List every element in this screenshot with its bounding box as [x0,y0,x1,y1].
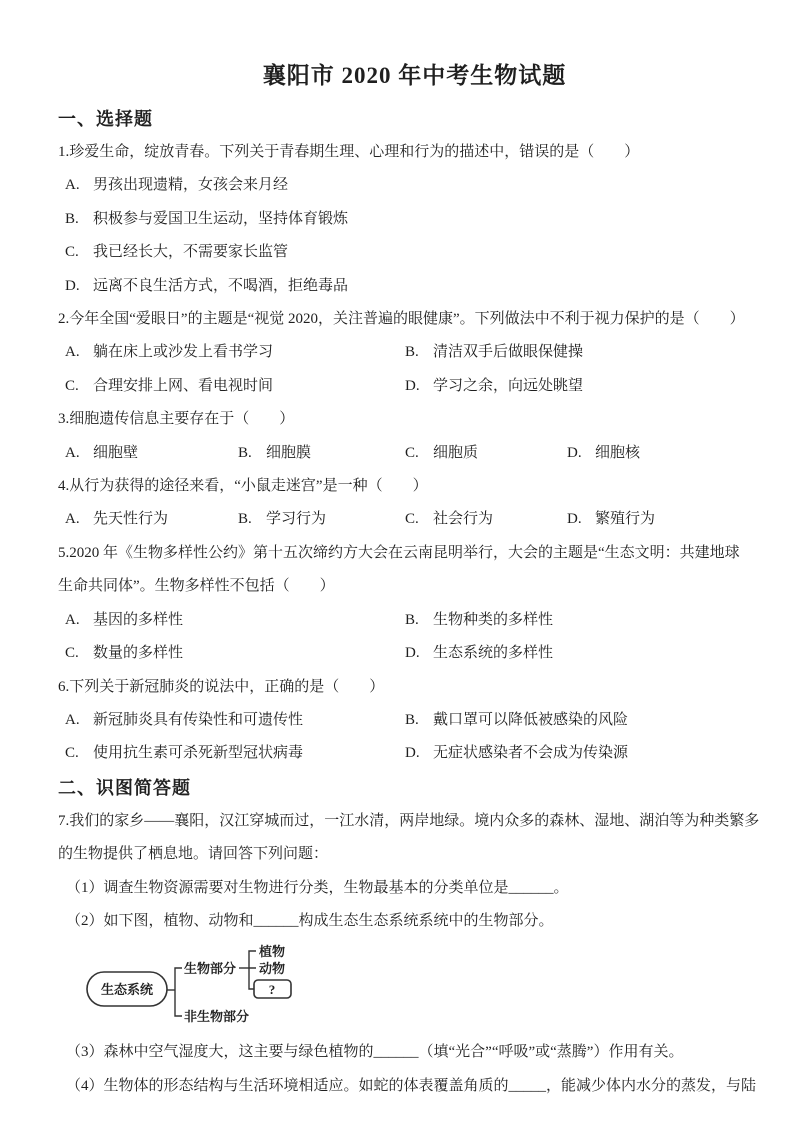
question-5-option-b [405,604,553,637]
question-3-option-b [238,437,405,470]
option-text: 基因的多样性 [93,611,184,628]
question-7-text-line-2: 的生物提供了栖息地。请回答下列问题： [58,846,329,863]
question-5-option-a [65,604,405,637]
option-label: B. [238,444,252,461]
question-3-option-d [567,437,640,470]
question-3-option-a [65,437,238,470]
ecosystem-diagram [83,942,771,1034]
question-7-part-2: （2）如下图，植物、动物和______构成生态生态系统系统中的生物部分。 [66,912,554,929]
question-5-options-row-1 [58,604,771,637]
question-4-option-d [567,503,655,536]
abiotic-part-label: 非生物部分 [184,1009,250,1025]
option-label: D. [65,277,80,294]
option-label: A. [65,611,80,628]
unknown-answer-label: ? [268,982,276,998]
option-text: 生态系统的多样性 [433,645,554,662]
option-label: C. [405,511,419,528]
ecosystem-diagram-svg [83,942,301,1034]
question-1-text: 1.珍爱生命，绽放青春。下列关于青春期生理、心理和行为的描述中，错误的是（ ） [58,144,640,160]
option-text: 无症状感染者不会成为传染源 [433,745,629,762]
question-7-part-1: （1）调查生物资源需要对生物进行分类，生物最基本的分类单位是______。 [66,879,569,896]
ecosystem-root-label: 生态系统 [100,982,154,998]
question-2-option-c [65,370,405,403]
plant-label: 植物 [259,944,286,960]
option-text: 繁殖行为 [595,511,656,528]
option-text: 先天性行为 [93,511,169,528]
question-3-text: 3.细胞遗传信息主要存在于（ ） [58,411,295,428]
option-text: 新冠肺炎具有传染性和可遗传性 [93,711,304,728]
option-label: C. [65,377,79,394]
biotic-part-label: 生物部分 [184,961,237,977]
question-6-option-d [405,737,628,770]
option-label: A. [65,444,80,461]
question-2-option-b [405,336,583,369]
option-text: 社会行为 [433,511,494,528]
option-text: 细胞质 [433,444,479,461]
question-4-options-row [58,503,771,536]
question-6-option-b [405,704,628,737]
option-text: 戴口罩可以降低被感染的风险 [433,711,629,728]
question-2-options-row-2 [58,370,771,403]
section-heading-diagram-qa: 二、识图简答题 [58,777,191,798]
bracket-level-2 [249,951,256,989]
option-label: C. [65,645,79,662]
question-3-options-row [58,437,771,470]
option-text: 细胞壁 [93,444,139,461]
question-6-options-row-2 [58,737,771,770]
question-4 [58,470,771,537]
question-1-option-a [65,169,771,202]
question-3 [58,403,771,470]
animal-label: 动物 [259,961,286,977]
option-label: B. [65,210,79,227]
option-label: B. [405,611,419,628]
option-label: B. [238,511,252,528]
option-label: B. [405,344,419,361]
option-text: 学习之余，向远处眺望 [433,377,584,394]
question-1-option-c [65,236,771,269]
option-text: 男孩出现遗精，女孩会来月经 [93,177,289,194]
question-5-options-row-2 [58,637,771,670]
option-text: 使用抗生素可杀死新型冠状病毒 [93,745,304,762]
question-1-option-d [65,270,771,303]
question-2-option-d [405,370,583,403]
question-1-option-b [65,203,771,236]
question-2-option-a [65,336,405,369]
option-label: C. [405,444,419,461]
option-label: A. [65,511,80,528]
option-label: D. [405,645,420,662]
question-2 [58,303,771,403]
bracket-level-1 [175,968,182,1016]
option-label: A. [65,344,80,361]
question-7-part-3: （3）森林中空气湿度大，这主要与绿色植物的______（填“光合”“呼吸”或“蒸腾”）作用有关。 [66,1044,684,1061]
option-text: 积极参与爱国卫生运动，坚持体育锻炼 [93,210,349,227]
question-4-option-b [238,503,405,536]
option-label: D. [405,745,420,762]
option-text: 学习行为 [266,511,327,528]
question-4-option-a [65,503,238,536]
question-4-text: 4.从行为获得的途径来看，“小鼠走迷宫”是一种（ ） [58,478,428,495]
question-2-options-row-1 [58,336,771,369]
page-title: 襄阳市 2020 年中考生物试题 [262,63,567,88]
question-5-option-c [65,637,405,670]
option-label: B. [405,711,419,728]
question-4-option-c [405,503,567,536]
question-3-option-c [405,437,567,470]
option-label: A. [65,177,80,194]
option-text: 我已经长大，不需要家长监管 [93,244,289,261]
question-6-option-a [65,704,405,737]
option-text: 远离不良生活方式，不喝酒，拒绝毒品 [93,277,349,294]
option-text: 清洁双手后做眼保健操 [433,344,584,361]
question-5-text-line-1: 5.2020 年《生物多样性公约》第十五次缔约方大会在云南昆明举行，大会的主题是“生态文明：共建地球 [58,544,740,561]
option-label: C. [65,244,79,261]
option-label: D. [405,377,420,394]
option-text: 生物种类的多样性 [433,611,554,628]
section-heading-choice: 一、选择题 [58,109,153,129]
question-5 [58,537,771,671]
option-text: 细胞核 [595,444,641,461]
question-2-text: 2.今年全国“爱眼日”的主题是“视觉 2020，关注普遍的眼健康”。下列做法中不利于视力保护的是（ ） [58,311,745,328]
question-1 [58,136,771,303]
option-text: 合理安排上网、看电视时间 [93,377,274,394]
option-label: A. [65,711,80,728]
option-label: D. [567,444,582,461]
option-text: 数量的多样性 [93,645,184,662]
question-7-text-line-1: 7.我们的家乡——襄阳，汉江穿城而过，一江水清，两岸地绿。境内众多的森林、湿地、湖泊等为种类繁多 [58,812,760,829]
question-6 [58,671,771,771]
option-label: D. [567,511,582,528]
question-5-option-d [405,637,553,670]
option-text: 躺在床上或沙发上看书学习 [93,344,274,361]
question-7 [58,805,771,1103]
question-6-text: 6.下列关于新冠肺炎的说法中，正确的是（ ） [58,678,385,695]
option-label: C. [65,745,79,762]
question-5-text-line-2: 生命共同体”。生物多样性不包括（ ） [58,578,335,595]
option-text: 细胞膜 [266,444,312,461]
question-6-options-row-1 [58,704,771,737]
question-7-part-4: （4）生物体的形态结构与生活环境相适应。如蛇的体表覆盖角质的_____，能减少体内水分的蒸发，与陆 [66,1077,757,1094]
question-6-option-c [65,737,405,770]
